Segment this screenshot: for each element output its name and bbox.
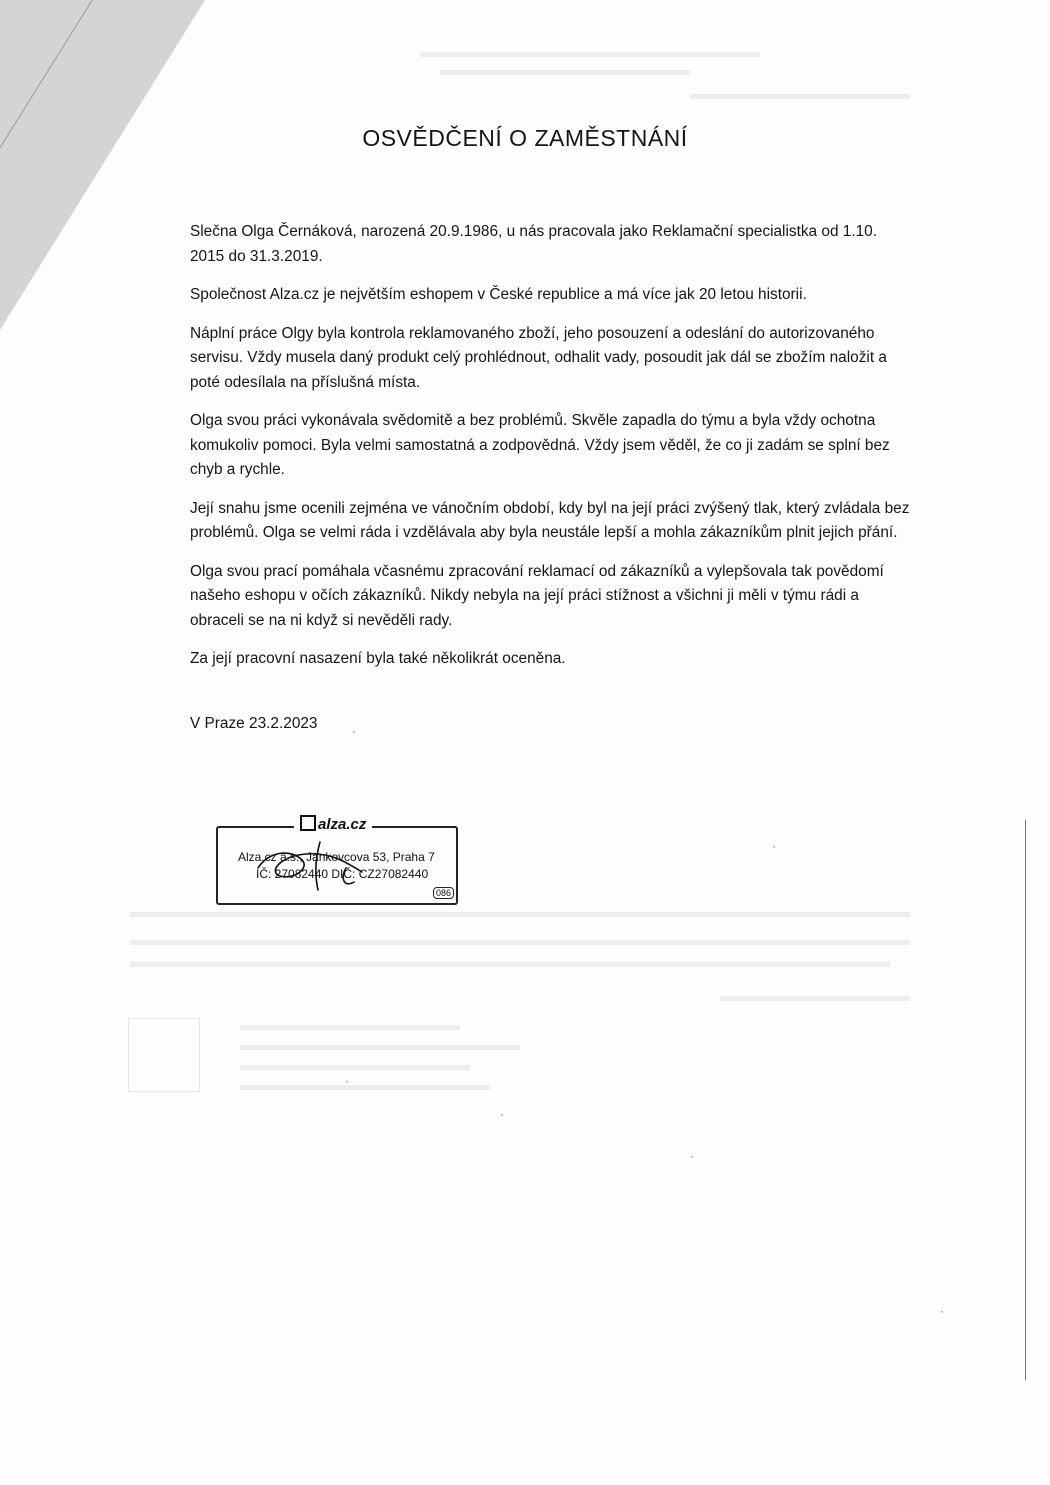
bleed-through-line xyxy=(420,52,760,57)
bleed-through-line xyxy=(240,1085,490,1090)
scan-speck: · xyxy=(690,1149,694,1163)
folded-corner xyxy=(0,0,205,330)
scan-speck: · xyxy=(352,724,356,738)
paragraph-job-duties: Náplní práce Olgy byla kontrola reklamovaného zboží, jeho posouzení a odeslání do autorizovaného servisu. Vždy musela daný produkt celý prohlédnout, odhalit vady, posoudit jak dál se zbožím naložit a poté odesílala na příslušná místa. xyxy=(190,324,887,391)
place-and-date: V Praze 23.2.2023 xyxy=(190,714,318,732)
scan-speck: · xyxy=(940,1304,944,1318)
bleed-through-line xyxy=(720,996,910,1001)
bleed-through-line xyxy=(240,1025,460,1030)
paragraph-company-info: Společnost Alza.cz je největším eshopem v České republice a má více jak 20 letou historii. xyxy=(190,286,807,303)
paragraph-employment-period: Slečna Olga Černáková, narozená 20.9.1986, u nás pracovala jako Reklamační specialistka od 1.10. 2015 do 31.3.2019. xyxy=(190,223,878,265)
paragraph-performance: Olga svou práci vykonávala svědomitě a bez problémů. Skvěle zapadla do týmu a byla vždy ochotna komukoliv pomoci. Byla velmi samostatná a zodpovědná. Vždy jsem věděl, že co ji zadám se splní bez chyb a rychle. xyxy=(190,412,890,478)
bleed-through-line xyxy=(240,1065,470,1070)
alza-logo-icon xyxy=(300,815,316,831)
bleed-through-line xyxy=(440,70,690,75)
document-body xyxy=(190,220,915,750)
paragraph-awards: Za její pracovní nasazení byla také několikrát oceněna. xyxy=(190,650,566,667)
alza-logo xyxy=(294,815,372,833)
document-title: OSVĚDČENÍ O ZAMĚSTNÁNÍ xyxy=(362,125,688,151)
bleed-through-line xyxy=(130,940,910,945)
bleed-through-logo xyxy=(128,1018,200,1092)
alza-logo-text: alza.cz xyxy=(318,816,367,833)
handwritten-signature xyxy=(250,832,390,897)
paragraph-christmas-season: Její snahu jsme ocenili zejména ve vánočním období, kdy byl na její práci zvýšený tlak, který zvládala bez problémů. Olga se velmi ráda i vzdělávala aby byla neustále lepší a mohla zákazníkům plnit jejich přání. xyxy=(190,499,910,541)
stamp-ids: IČ: 27082440 DIČ: CZ27082440 xyxy=(256,867,429,881)
scan-speck: · xyxy=(345,1074,349,1088)
scan-speck: · xyxy=(500,1107,504,1121)
bleed-through-line xyxy=(130,912,910,917)
bleed-through-line xyxy=(240,1045,520,1050)
scan-speck: · xyxy=(772,839,776,853)
stamp-code: 086 xyxy=(433,887,454,899)
stamp-address: Alza.cz a.s., Jankovcova 53, Praha 7 xyxy=(238,850,435,864)
paragraph-customer-reputation: Olga svou prací pomáhala včasnému zpracování reklamací od zákazníků a vylepšovala tak povědomí našeho eshopu v očích zákazníků. Nikdy nebyla na její práci stížnost a všichni ji měli v týmu rádi a obraceli se na ni když si nevěděli rady. xyxy=(190,562,884,629)
scan-edge-line xyxy=(1025,820,1026,1380)
bleed-through-line xyxy=(130,962,890,967)
bleed-through-line xyxy=(690,94,910,99)
